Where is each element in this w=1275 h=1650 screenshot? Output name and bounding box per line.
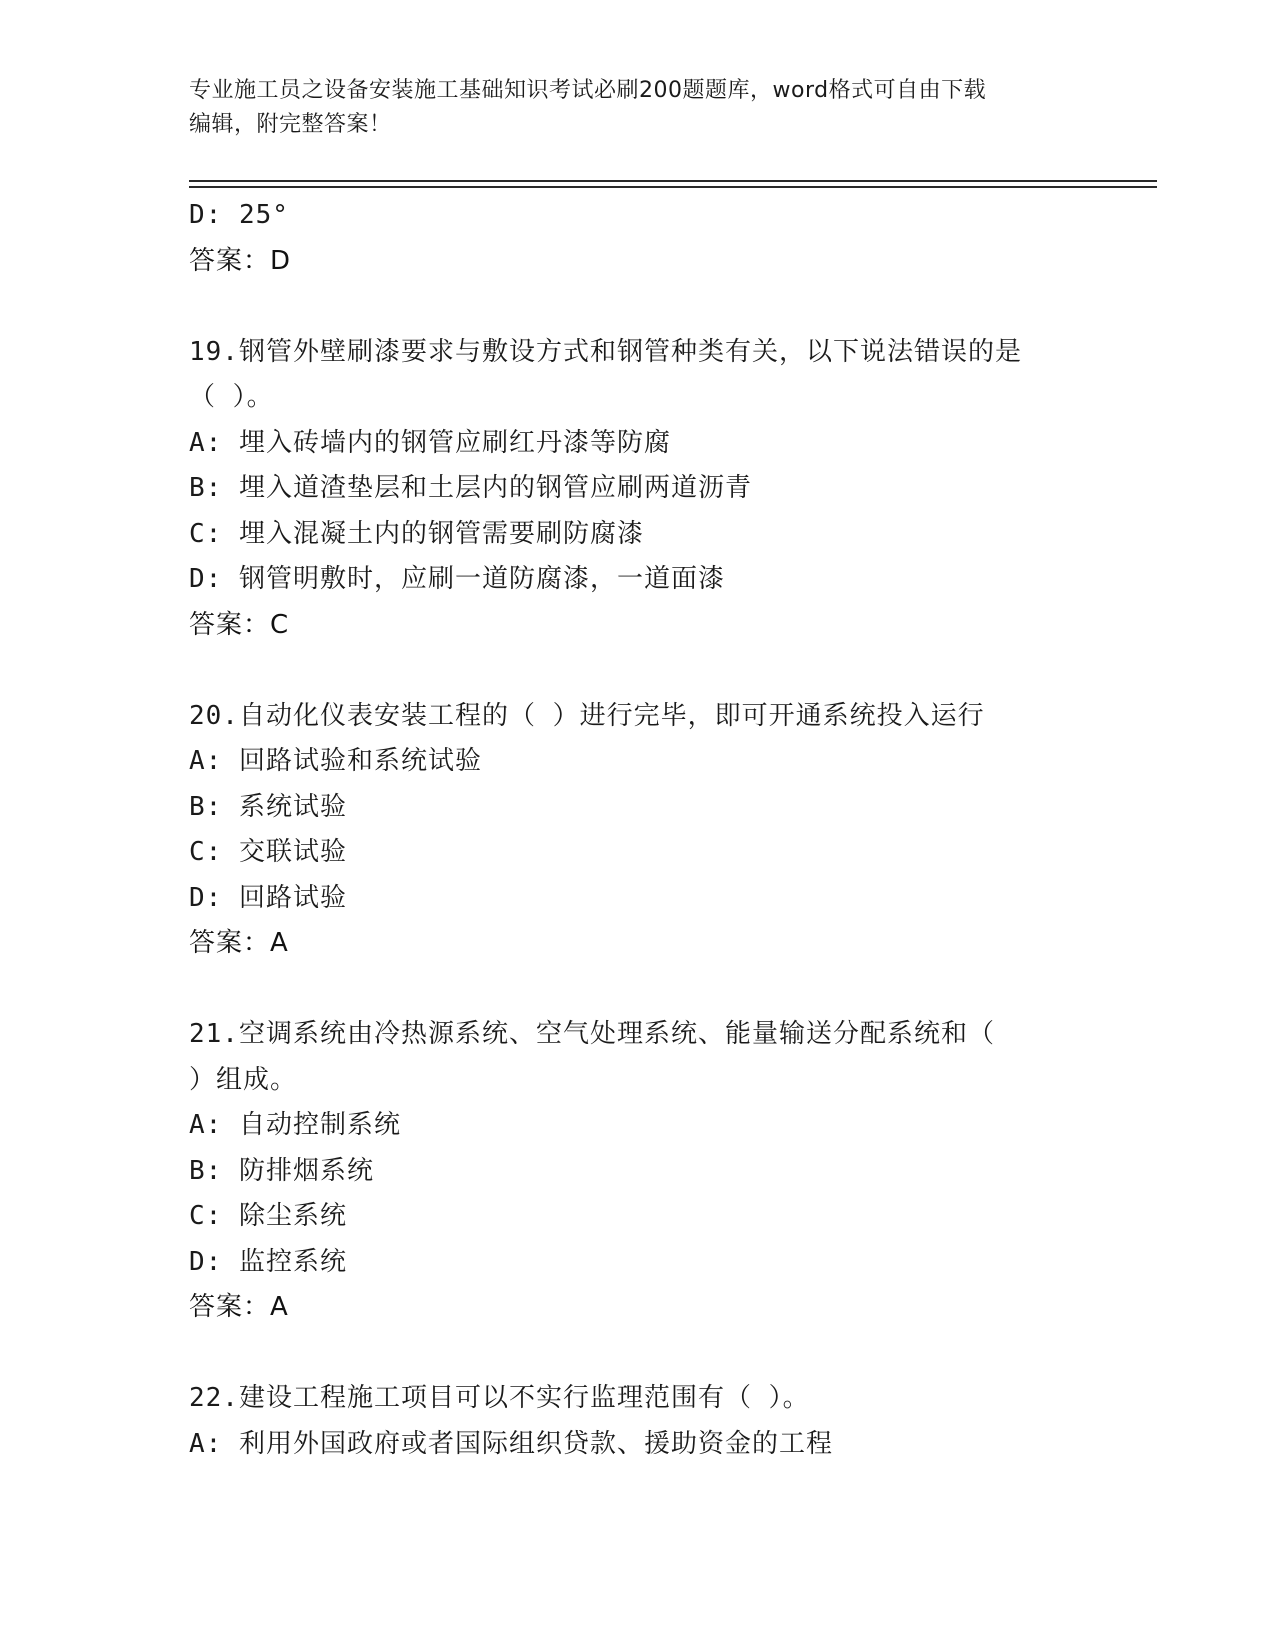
page-header <box>189 74 1089 142</box>
spacer <box>189 1331 1109 1377</box>
spacer <box>189 967 1109 1013</box>
question-stem: 21.空调系统由冷热源系统、空气处理系统、能量输送分配系统和（ <box>189 1019 995 1049</box>
option-a: A: 回路试验和系统试验 <box>189 746 482 776</box>
answer-line: 答案：A <box>189 1292 289 1322</box>
question-19 <box>189 330 1109 649</box>
option-b: B: 埋入道渣垫层和土层内的钢管应刷两道沥青 <box>189 473 752 503</box>
spacer <box>189 284 1109 330</box>
question-stem: 20.自动化仪表安装工程的（ ）进行完毕，即可开通系统投入运行 <box>189 700 985 731</box>
option-d: D: 钢管明敷时，应刷一道防腐漆，一道面漆 <box>189 564 725 594</box>
option-c: C: 埋入混凝土内的钢管需要刷防腐漆 <box>189 518 644 549</box>
answer-line: 答案：C <box>189 609 290 640</box>
option-c: C: 交联试验 <box>189 837 347 867</box>
option-a: A: 埋入砖墙内的钢管应刷红丹漆等防腐 <box>189 427 671 458</box>
question-stem-continued: ）组成。 <box>189 1064 298 1095</box>
option-c: C: 除尘系统 <box>189 1201 347 1231</box>
header-divider-top <box>189 180 1157 182</box>
option-d: D: 回路试验 <box>189 882 347 913</box>
spacer <box>189 648 1109 694</box>
option-b: B: 系统试验 <box>189 791 347 822</box>
answer-line: 答案：D <box>189 245 292 276</box>
question-stem: 22.建设工程施工项目可以不实行监理范围有（ ）。 <box>189 1383 810 1413</box>
header-title-line-2: 编辑，附完整答案！ <box>189 112 392 137</box>
question-21 <box>189 1012 1109 1331</box>
header-divider-bottom <box>189 186 1157 188</box>
option-a: A: 自动控制系统 <box>189 1110 401 1140</box>
option-d: D: 监控系统 <box>189 1246 347 1277</box>
answer-line: 答案：A <box>189 928 289 958</box>
question-stem: 19.钢管外壁刷漆要求与敷设方式和钢管种类有关，以下说法错误的是 <box>189 336 1022 367</box>
question-stem-continued: （ ）。 <box>189 382 274 412</box>
option-d: D: 25° <box>189 200 289 230</box>
option-b: B: 防排烟系统 <box>189 1155 374 1186</box>
option-a: A: 利用外国政府或者国际组织贷款、援助资金的工程 <box>189 1428 833 1459</box>
question-content <box>189 193 1109 1467</box>
header-title-line-1: 专业施工员之设备安装施工基础知识考试必刷200题题库，word格式可自由下载 <box>189 78 987 103</box>
previous-question-tail <box>189 193 1109 284</box>
question-20 <box>189 694 1109 967</box>
question-22 <box>189 1376 1109 1467</box>
